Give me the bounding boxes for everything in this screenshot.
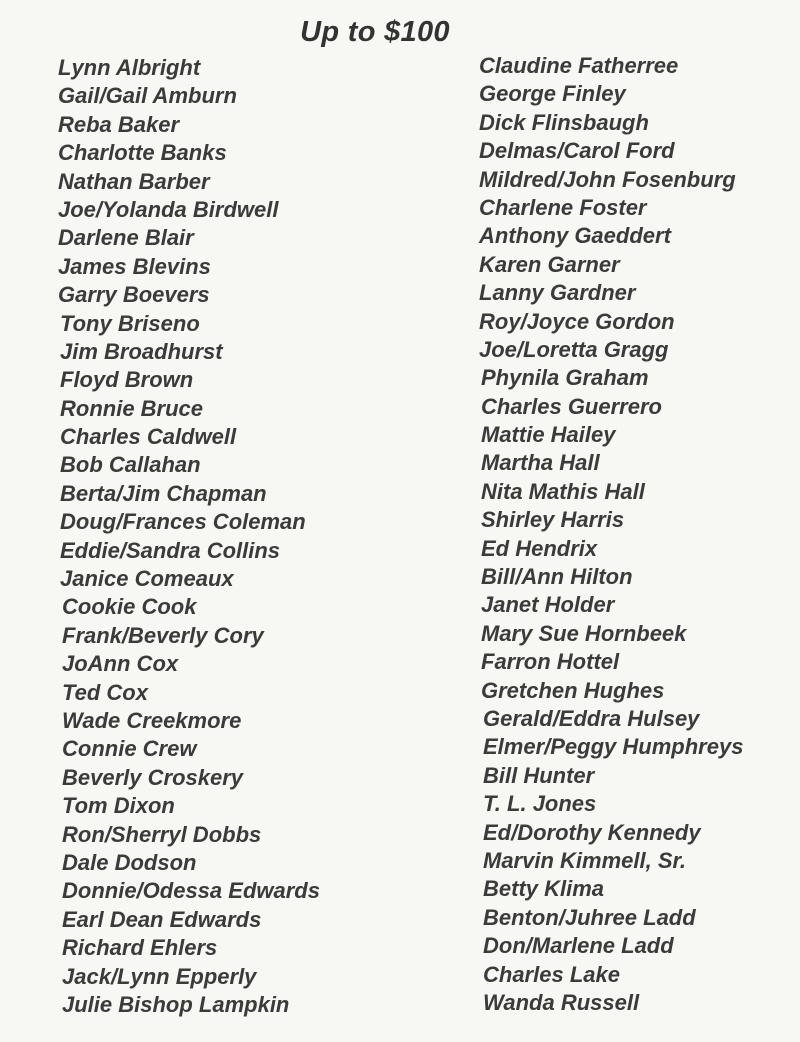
donor-name: Earl Dean Edwards bbox=[62, 906, 262, 932]
donor-name: Julie Bishop Lampkin bbox=[62, 991, 290, 1017]
donor-name: Reba Baker bbox=[58, 111, 180, 137]
donor-name: Charles Caldwell bbox=[60, 424, 237, 450]
donor-name: Bob Callahan bbox=[60, 452, 201, 478]
donor-name: Roy/Joyce Gordon bbox=[479, 308, 675, 334]
donor-name: Tom Dixon bbox=[62, 793, 175, 819]
donor-name: Betty Klima bbox=[483, 876, 605, 902]
donor-name: Wanda Russell bbox=[483, 989, 640, 1015]
donor-name: Connie Crew bbox=[62, 736, 197, 762]
donor-name: Berta/Jim Chapman bbox=[60, 480, 267, 506]
donor-name: Lynn Albright bbox=[58, 55, 201, 80]
donor-name: Claudine Fatherree bbox=[479, 53, 679, 78]
donor-name: Gail/Gail Amburn bbox=[58, 83, 237, 109]
donor-name: Eddie/Sandra Collins bbox=[60, 537, 281, 563]
donor-name: Tony Briseno bbox=[60, 310, 200, 336]
donor-name: Janice Comeaux bbox=[60, 566, 234, 592]
donor-name: Farron Hottel bbox=[481, 649, 620, 675]
donor-name: Donnie/Odessa Edwards bbox=[62, 878, 320, 904]
donor-name: Ed/Dorothy Kennedy bbox=[483, 819, 701, 845]
donor-name: Don/Marlene Ladd bbox=[483, 933, 674, 959]
donor-name: Joe/Yolanda Birdwell bbox=[58, 196, 279, 222]
donor-name: Cookie Cook bbox=[62, 594, 197, 620]
donor-name: Darlene Blair bbox=[58, 225, 194, 251]
donor-name: Wade Creekmore bbox=[62, 707, 242, 733]
donor-name: Charles Lake bbox=[483, 961, 620, 987]
donor-name: Garry Boevers bbox=[58, 282, 210, 308]
donor-list-right-column bbox=[479, 52, 743, 1017]
donor-name: Doug/Frances Coleman bbox=[60, 509, 306, 535]
donor-name: Anthony Gaeddert bbox=[479, 223, 671, 249]
donor-name: Mildred/John Fosenburg bbox=[479, 166, 736, 192]
donor-name: Gretchen Hughes bbox=[481, 677, 665, 703]
donor-name: Marvin Kimmell, Sr. bbox=[483, 847, 686, 873]
donor-name: Charlene Foster bbox=[479, 194, 647, 220]
donor-name: Lanny Gardner bbox=[479, 280, 636, 306]
donor-name: T. L. Jones bbox=[483, 791, 597, 817]
donor-name: Elmer/Peggy Humphreys bbox=[483, 734, 744, 760]
donor-name: Phynila Graham bbox=[481, 365, 649, 391]
page-title: Up to $100 bbox=[300, 16, 450, 48]
donor-name: James Blevins bbox=[58, 253, 211, 279]
donor-name: George Finley bbox=[479, 81, 626, 107]
donor-name: Jack/Lynn Epperly bbox=[62, 963, 257, 989]
donor-name: Charles Guerrero bbox=[481, 393, 662, 419]
donor-name: Ronnie Bruce bbox=[60, 395, 204, 421]
donor-name: Dale Dodson bbox=[62, 849, 197, 875]
donor-name: Ted Cox bbox=[62, 679, 148, 705]
donor-name: Richard Ehlers bbox=[62, 935, 218, 961]
donor-name: Beverly Croskery bbox=[62, 764, 244, 790]
donor-name: Joe/Loretta Gragg bbox=[479, 336, 669, 362]
donor-name: Frank/Beverly Cory bbox=[62, 622, 264, 648]
donor-name: Nita Mathis Hall bbox=[481, 478, 645, 504]
donor-name: Jim Broadhurst bbox=[60, 338, 223, 364]
donor-name: Janet Holder bbox=[481, 592, 615, 618]
donor-name: Bill/Ann Hilton bbox=[481, 564, 633, 590]
donor-name: Karen Garner bbox=[479, 251, 620, 277]
donor-name: Benton/Juhree Ladd bbox=[483, 904, 696, 930]
donor-name: Martha Hall bbox=[481, 450, 600, 476]
donor-name: JoAnn Cox bbox=[62, 651, 179, 677]
donor-name: Nathan Barber bbox=[58, 168, 210, 194]
donor-name: Mattie Hailey bbox=[481, 422, 616, 448]
donor-name: Ed Hendrix bbox=[481, 535, 598, 561]
donor-name: Charlotte Banks bbox=[58, 140, 227, 166]
donor-name: Dick Flinsbaugh bbox=[479, 109, 649, 135]
donor-name: Delmas/Carol Ford bbox=[479, 138, 675, 164]
donor-name: Gerald/Eddra Hulsey bbox=[483, 705, 700, 731]
donor-list-left-column bbox=[58, 54, 320, 1019]
donor-name: Ron/Sherryl Dobbs bbox=[62, 821, 262, 847]
donor-name: Shirley Harris bbox=[481, 507, 625, 533]
donor-name: Floyd Brown bbox=[60, 367, 194, 393]
donor-name: Bill Hunter bbox=[483, 762, 595, 788]
donor-name: Mary Sue Hornbeek bbox=[481, 620, 687, 646]
